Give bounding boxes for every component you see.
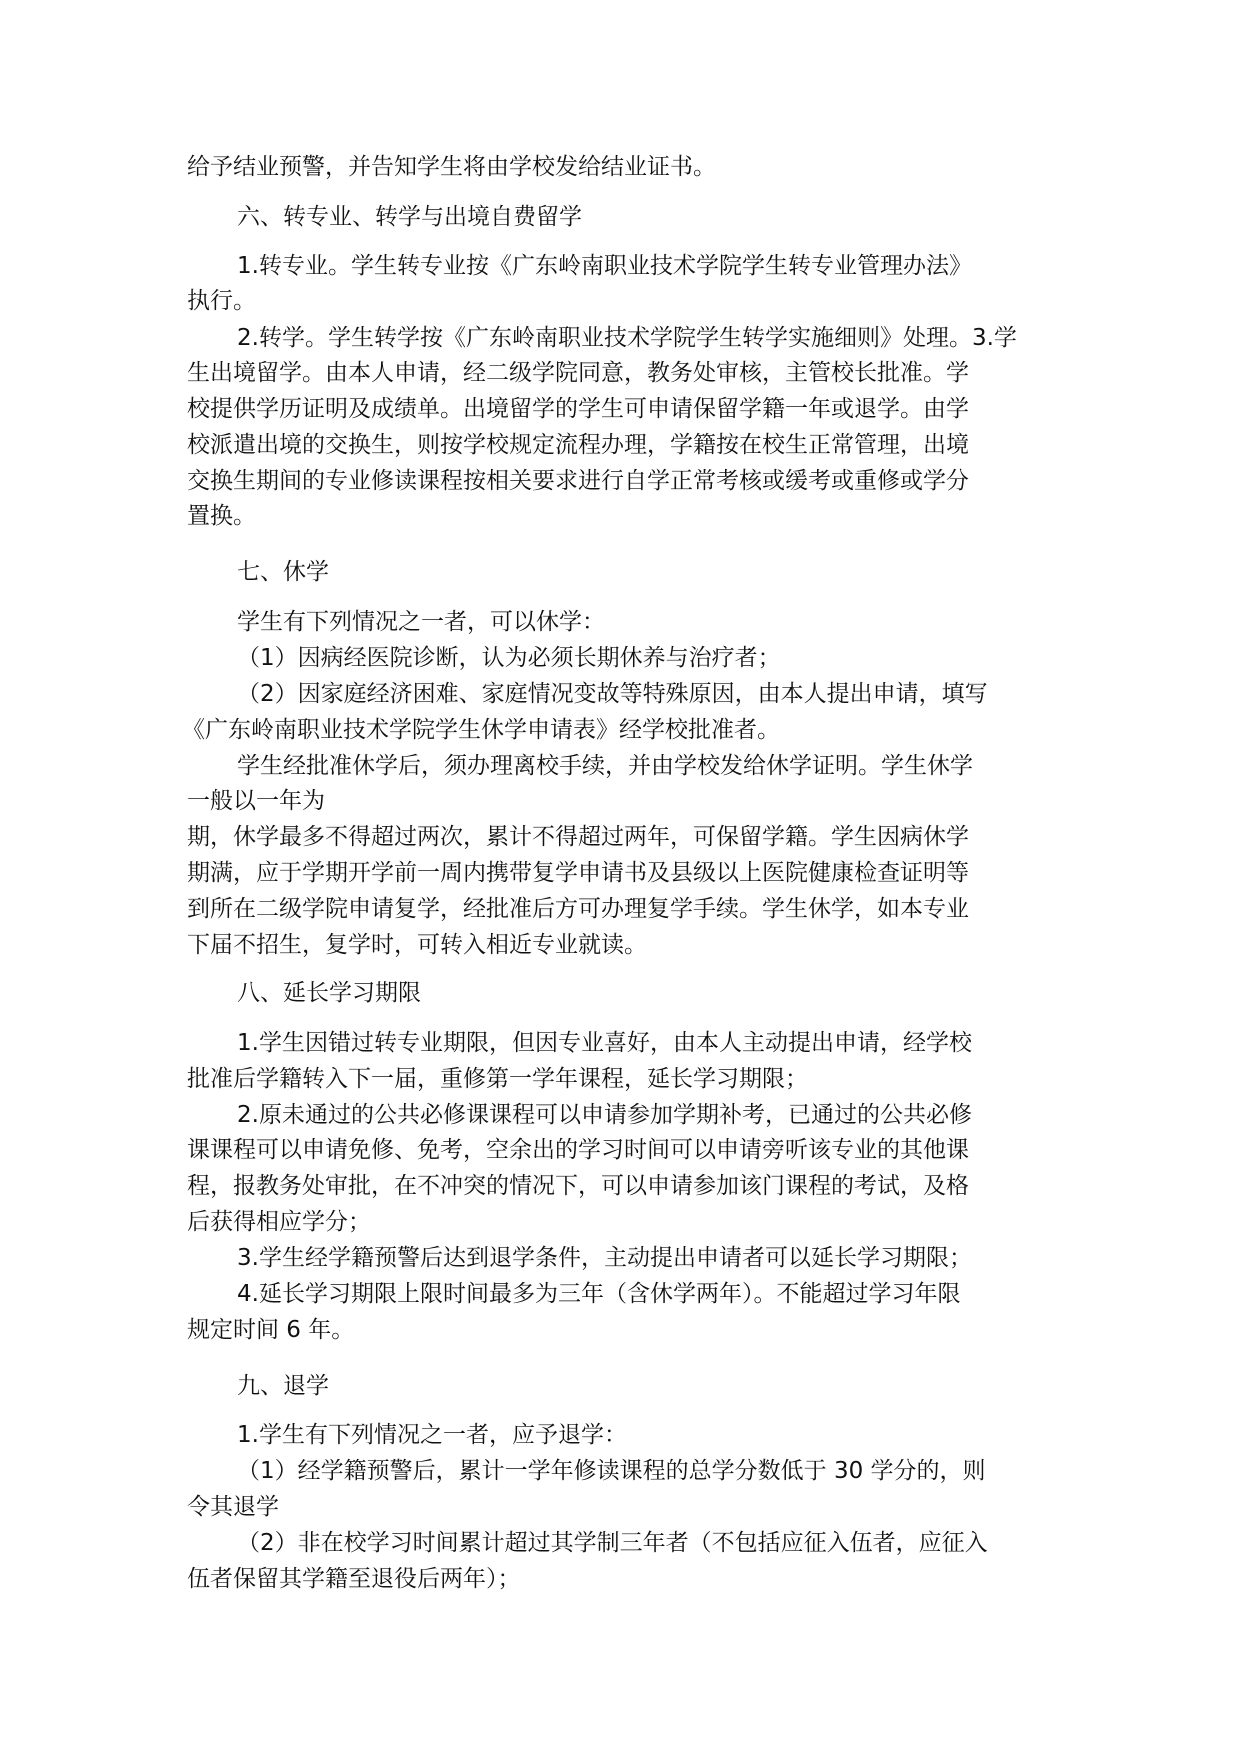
paragraph-line: 置换。 [187, 503, 256, 529]
paragraph-line: 下届不招生，复学时，可转入相近专业就读。 [187, 932, 647, 958]
section-heading-7: 七、休学 [237, 559, 329, 585]
section-heading-9: 九、退学 [237, 1373, 329, 1399]
list-item: （1）经学籍预警后，累计一学年修读课程的总学分数低于 30 学分的，则 [237, 1458, 986, 1484]
paragraph-line: 伍者保留其学籍至退役后两年）； [187, 1566, 521, 1592]
paragraph-line: 1.学生因错过转专业期限，但因专业喜好，由本人主动提出申请，经学校 [237, 1030, 972, 1056]
paragraph-line: 课课程可以申请免修、免考，空余出的学习时间可以申请旁听该专业的其他课 [187, 1137, 969, 1163]
list-item: （2）非在校学习时间累计超过其学制三年者（不包括应征入伍者，应征入 [237, 1530, 988, 1556]
paragraph-line: 程，报教务处审批，在不冲突的情况下，可以申请参加该门课程的考试，及格 [187, 1173, 969, 1199]
paragraph-line: 生出境留学。由本人申请，经二级学院同意，教务处审核，主管校长批准。学 [187, 360, 969, 386]
paragraph-line: 执行。 [187, 288, 256, 314]
paragraph-line: 学生经批准休学后，须办理离校手续，并由学校发给休学证明。学生休学 [237, 753, 973, 779]
paragraph-line: 《广东岭南职业技术学院学生休学申请表》经学校批准者。 [182, 717, 780, 743]
paragraph-line: 4.延长学习期限上限时间最多为三年（含休学两年）。不能超过学习年限 [237, 1281, 961, 1307]
paragraph-line: 规定时间 6 年。 [187, 1317, 355, 1343]
paragraph-line: 2.转学。学生转学按《广东岭南职业技术学院学生转学实施细则》处理。3.学 [237, 325, 1017, 351]
section-heading-8: 八、延长学习期限 [237, 980, 421, 1006]
paragraph-line: 校派遣出境的交换生，则按学校规定流程办理，学籍按在校生正常管理，出境 [187, 432, 969, 458]
paragraph-line: 后获得相应学分； [187, 1209, 371, 1235]
paragraph-line: 期满，应于学期开学前一周内携带复学申请书及县级以上医院健康检查证明等 [187, 860, 969, 886]
list-item: （2）因家庭经济困难、家庭情况变故等特殊原因，由本人提出申请，填写 [237, 681, 988, 707]
paragraph-line: 批准后学籍转入下一届，重修第一学年课程，延长学习期限； [187, 1066, 808, 1092]
paragraph-line: 校提供学历证明及成绩单。出境留学的学生可申请保留学籍一年或退学。由学 [187, 396, 969, 422]
paragraph-line: 一般以一年为 [187, 788, 325, 814]
paragraph-line: 交换生期间的专业修读课程按相关要求进行自学正常考核或缓考或重修或学分 [187, 468, 969, 494]
section-heading-6: 六、转专业、转学与出境自费留学 [237, 204, 582, 230]
paragraph-line: 令其退学 [187, 1494, 279, 1520]
paragraph-line: 期，休学最多不得超过两次，累计不得超过两年，可保留学籍。学生因病休学 [187, 824, 969, 850]
paragraph-line: 1.学生有下列情况之一者，应予退学： [237, 1422, 627, 1448]
paragraph-line: 给予结业预警，并告知学生将由学校发给结业证书。 [187, 154, 716, 180]
paragraph-line: 到所在二级学院申请复学，经批准后方可办理复学手续。学生休学，如本专业 [187, 896, 969, 922]
paragraph-line: 3.学生经学籍预警后达到退学条件，主动提出申请者可以延长学习期限； [237, 1245, 972, 1271]
list-item: （1）因病经医院诊断，认为必须长期休养与治疗者； [237, 645, 781, 671]
paragraph-line: 1.转专业。学生转专业按《广东岭南职业技术学院学生转专业管理办法》 [237, 253, 972, 279]
paragraph-line: 2.原未通过的公共必修课课程可以申请参加学期补考，已通过的公共必修 [237, 1102, 972, 1128]
paragraph-line: 学生有下列情况之一者，可以休学： [237, 609, 605, 635]
